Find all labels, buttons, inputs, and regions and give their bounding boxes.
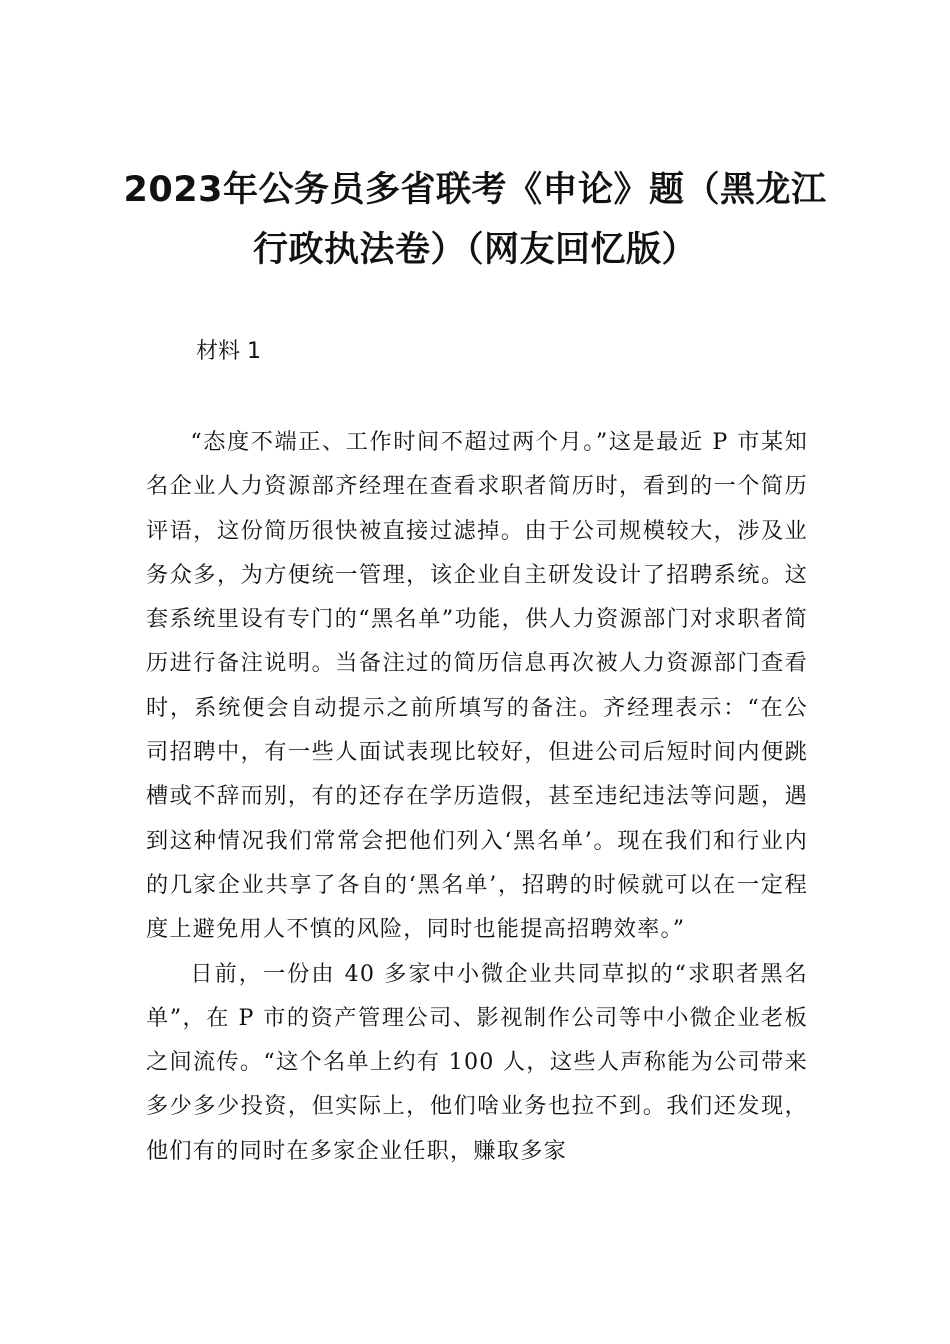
document-body — [146, 420, 808, 1173]
section-label: 材料 1 — [196, 339, 261, 364]
body-paragraph: 日前，一份由 40 多家中小微企业共同草拟的“求职者黑名单”，在 P 市的资产管理公司、影视制作公司等中小微企业老板之间流传。“这个名单上约有 100 人，这些人声称能为公司带来多少多少投资，但实际上，他们啥业务也拉不到。我们还发现，他们有的同时在多家企业任职，赚取多家 — [146, 960, 808, 1164]
document-title: 2023年公务员多省联考《申论》题（黑龙江行政执法卷）（网友回忆版） — [123, 170, 827, 270]
body-paragraph: “态度不端正、工作时间不超过两个月。”这是最近 P 市某知名企业人力资源部齐经理在查看求职者简历时，看到的一个简历评语，这份简历很快被直接过滤掉。由于公司规模较大，涉及业务众多，为方便统一管理，该企业自主研发设计了招聘系统。这套系统里设有专门的“黑名单”功能，供人力资源部门对求职者简历进行备注说明。当备注过的简历信息再次被人力资源部门查看时，系统便会自动提示之前所填写的备注。齐经理表示：“在公司招聘中，有一些人面试表现比较好，但进公司后短时间内便跳槽或不辞而别，有的还存在学历造假，甚至违纪违法等问题，遇到这种情况我们常常会把他们列入‘黑名单’。现在我们和行业内的几家企业共享了各自的‘黑名单’，招聘的时候就可以在一定程度上避免用人不慎的风险，同时也能提高招聘效率。” — [146, 429, 808, 943]
